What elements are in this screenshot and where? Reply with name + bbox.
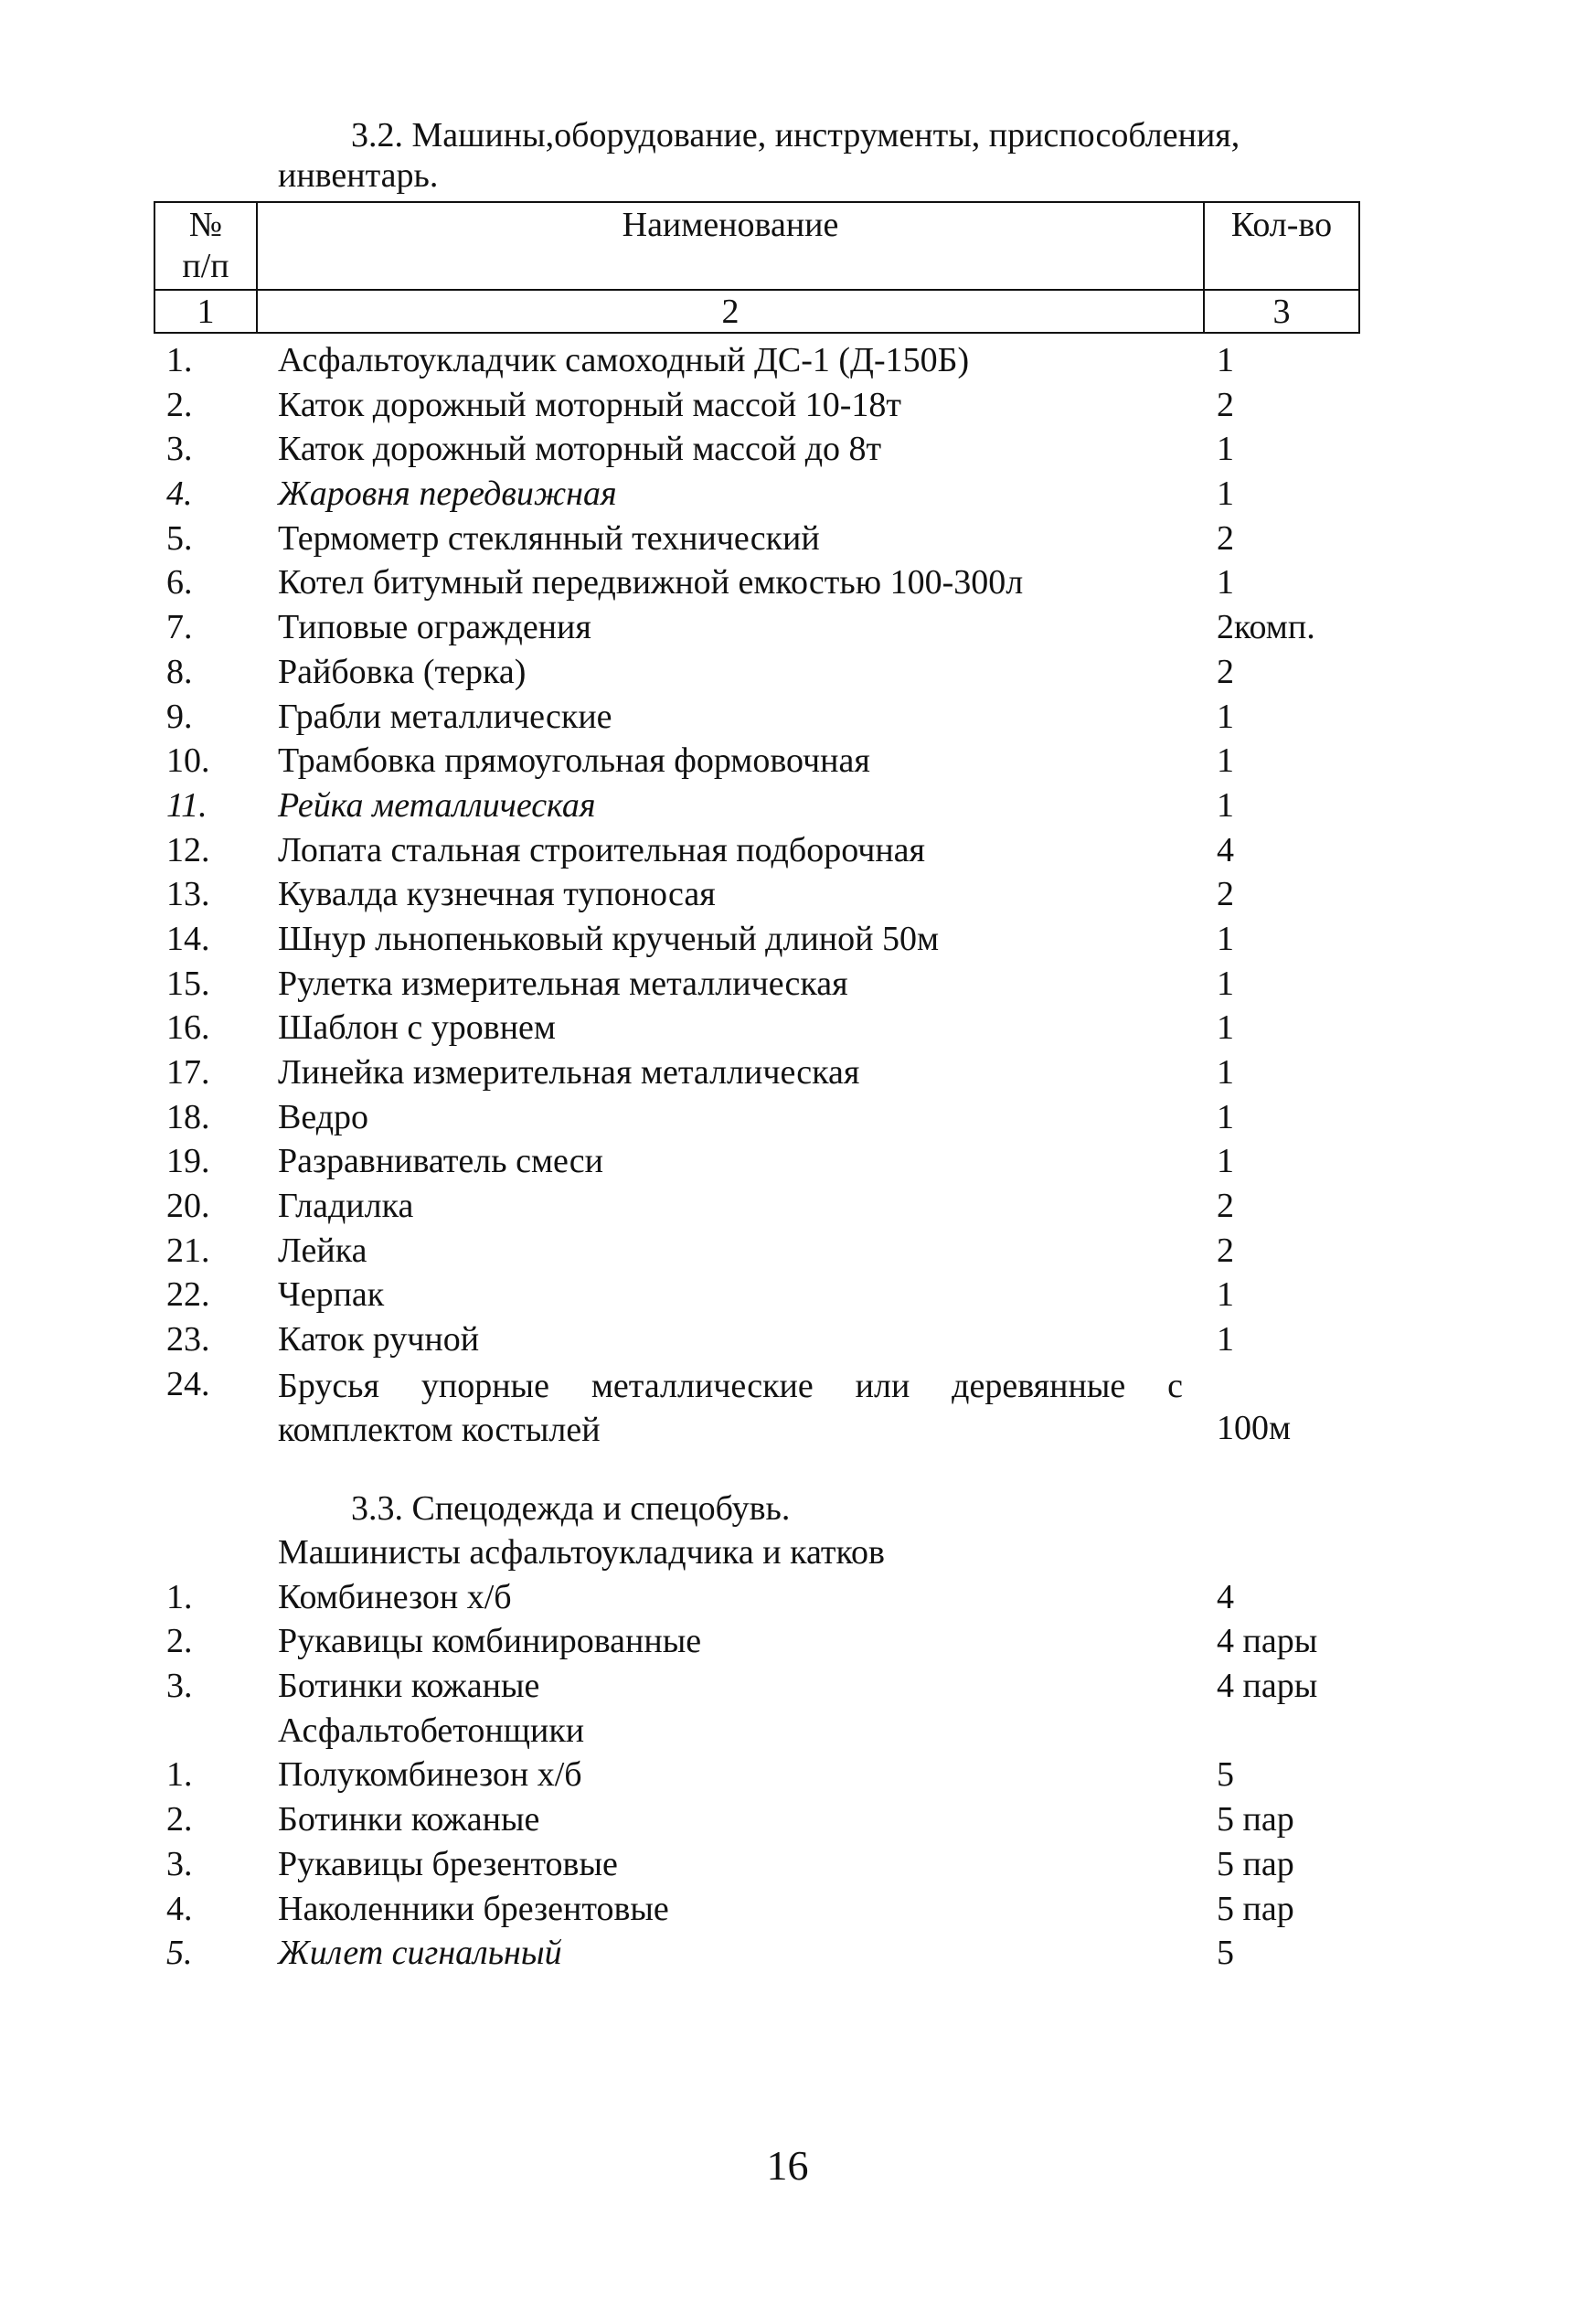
item-number: 18. <box>166 1097 210 1136</box>
item-number: 2. <box>166 1622 193 1661</box>
item-name: Термометр стеклянный технический <box>278 518 820 558</box>
list-item <box>0 1751 1575 1796</box>
item-number: 2. <box>166 385 193 424</box>
list-item <box>0 1182 1575 1227</box>
list-item <box>0 1271 1575 1316</box>
list-item <box>0 381 1575 426</box>
item-name: Ботинки кожаные <box>278 1667 540 1706</box>
item-name: Шаблон с уровнем <box>278 1008 556 1048</box>
item-quantity: 1 <box>1217 430 1234 469</box>
item-name: Каток ручной <box>278 1320 480 1359</box>
item-quantity: 1 <box>1217 1053 1234 1092</box>
item-quantity: 1 <box>1217 741 1234 781</box>
list-item <box>0 336 1575 381</box>
group-label-asphalt-workers: Асфальтобетонщики <box>278 1711 585 1750</box>
item-number: 8. <box>166 652 193 691</box>
list-item <box>0 737 1575 782</box>
list-item <box>0 1796 1575 1840</box>
item-number: 14. <box>166 919 210 958</box>
item-number: 22. <box>166 1275 210 1315</box>
col-index-2: 2 <box>257 290 1204 333</box>
list-item <box>0 559 1575 603</box>
item-quantity: 1 <box>1217 785 1234 825</box>
list-item <box>0 826 1575 871</box>
list-item <box>0 915 1575 960</box>
item-name: Ведро <box>278 1097 369 1136</box>
item-number: 23. <box>166 1320 210 1359</box>
item-name: Рукавицы брезентовые <box>278 1844 618 1883</box>
list-item <box>0 782 1575 826</box>
list-item <box>0 1049 1575 1093</box>
col-index-1: 1 <box>154 290 257 333</box>
item-name: Гладилка <box>278 1187 414 1226</box>
list-item <box>0 470 1575 515</box>
item-quantity: 4 <box>1217 1577 1234 1616</box>
list-item <box>0 1004 1575 1049</box>
item-quantity: 2 <box>1217 385 1234 424</box>
item-quantity: 1 <box>1217 697 1234 736</box>
item-name: Типовые ограждения <box>278 608 591 647</box>
clothing-list <box>0 1529 1575 1974</box>
item-quantity: 2 <box>1217 652 1234 691</box>
item-name: Грабли металлические <box>278 697 612 736</box>
list-item <box>0 1316 1575 1360</box>
item-name: Разравниватель смеси <box>278 1142 604 1181</box>
list-item <box>0 1885 1575 1930</box>
page-number: 16 <box>766 2142 809 2189</box>
group-label-machinists: Машинисты асфальтоукладчика и катков <box>278 1533 885 1572</box>
item-number: 15. <box>166 964 210 1003</box>
item-name: Лейка <box>278 1231 367 1270</box>
item-number: 11. <box>166 785 208 825</box>
item-name: Лопата стальная строительная подборочная <box>278 830 926 869</box>
item-name: Ботинки кожаные <box>278 1800 540 1839</box>
item-quantity: 2 <box>1217 518 1234 558</box>
item-quantity: 4 пары <box>1217 1667 1318 1706</box>
list-item <box>0 1617 1575 1662</box>
list-item <box>0 648 1575 693</box>
item-name: Линейка измерительная металлическая <box>278 1053 860 1092</box>
col-index-3: 3 <box>1204 290 1359 333</box>
item-quantity: 2 <box>1217 1231 1234 1270</box>
list-item <box>0 1360 1575 1449</box>
item-name: Каток дорожный моторный массой 10-18т <box>278 385 901 424</box>
item-number: 10. <box>166 741 210 781</box>
item-number: 7. <box>166 608 193 647</box>
section-32-title: 3.2. Машины,оборудование, инструменты, приспособления, <box>351 116 1240 155</box>
item-number: 3. <box>166 1667 193 1706</box>
item-name: Жаровня передвижная <box>278 474 617 514</box>
item-number: 6. <box>166 563 193 602</box>
item-number: 17. <box>166 1053 210 1092</box>
list-item <box>0 870 1575 915</box>
item-number: 20. <box>166 1187 210 1226</box>
item-quantity: 2комп. <box>1217 608 1315 647</box>
item-quantity: 1 <box>1217 474 1234 514</box>
table-header <box>154 201 1360 334</box>
item-quantity: 1 <box>1217 1320 1234 1359</box>
col-header-qty: Кол-во <box>1204 202 1359 290</box>
item-quantity: 1 <box>1217 341 1234 379</box>
item-quantity: 1 <box>1217 964 1234 1003</box>
list-item <box>0 603 1575 648</box>
item-number: 3. <box>166 1844 193 1883</box>
item-quantity: 5 пар <box>1217 1844 1294 1883</box>
item-name: Наколенники брезентовые <box>278 1889 669 1928</box>
item-name: Шнур льнопеньковый крученый длиной 50м <box>278 919 940 958</box>
item-name: Брусья упорные металлические или деревянные с комплектом костылей <box>278 1366 1183 1449</box>
item-number: 5. <box>166 1934 193 1973</box>
list-item <box>0 1573 1575 1618</box>
item-number: 1. <box>166 1755 193 1795</box>
item-number: 13. <box>166 875 210 914</box>
item-number: 4. <box>166 1889 193 1928</box>
item-name: Черпак <box>278 1275 385 1315</box>
item-number: 9. <box>166 697 193 736</box>
item-quantity: 1 <box>1217 1008 1234 1048</box>
item-quantity: 5 <box>1217 1755 1234 1795</box>
equipment-list <box>0 336 1575 1449</box>
item-name: Асфальтоукладчик самоходный ДС-1 (Д-150Б) <box>278 341 970 379</box>
item-name: Котел битумный передвижной емкостью 100-300л <box>278 563 1024 602</box>
item-number: 1. <box>166 341 193 379</box>
item-quantity: 4 пары <box>1217 1622 1318 1661</box>
list-item <box>0 515 1575 560</box>
item-quantity: 4 <box>1217 830 1234 869</box>
item-number: 1. <box>166 1577 193 1616</box>
item-name: Полукомбинезон х/б <box>278 1755 582 1795</box>
item-quantity: 5 пар <box>1217 1800 1294 1839</box>
list-item <box>0 1137 1575 1182</box>
section-32-title-continued: инвентарь. <box>278 156 439 195</box>
item-quantity: 1 <box>1217 1142 1234 1181</box>
item-name: Трамбовка прямоугольная формовочная <box>278 741 870 781</box>
machinists-items <box>0 1573 1575 1707</box>
item-quantity: 1 <box>1217 1097 1234 1136</box>
item-number: 19. <box>166 1142 210 1181</box>
list-item <box>0 425 1575 470</box>
item-quantity: 5 <box>1217 1934 1234 1973</box>
col-header-number: № п/п <box>154 202 257 290</box>
item-quantity: 1 <box>1217 563 1234 602</box>
item-number: 4. <box>166 474 193 514</box>
list-item <box>0 1929 1575 1974</box>
list-item <box>0 1662 1575 1707</box>
list-item <box>0 1840 1575 1885</box>
list-item <box>0 693 1575 738</box>
item-name: Райбовка (терка) <box>278 652 527 691</box>
item-number: 16. <box>166 1008 210 1048</box>
item-quantity: 2 <box>1217 1187 1234 1226</box>
item-quantity: 2 <box>1217 875 1234 914</box>
item-name: Рукавицы комбинированные <box>278 1622 702 1661</box>
asphalt-workers-items <box>0 1751 1575 1973</box>
item-number: 5. <box>166 518 193 558</box>
section-33-title: 3.3. Спецодежда и спецобувь. <box>351 1489 791 1528</box>
item-quantity: 1 <box>1217 919 1234 958</box>
list-item <box>0 1227 1575 1272</box>
item-name: Кувалда кузнечная тупоносая <box>278 875 716 914</box>
list-item <box>0 1093 1575 1138</box>
item-quantity: 1 <box>1217 1275 1234 1315</box>
item-quantity: 5 пар <box>1217 1889 1294 1928</box>
item-name: Жилет сигнальный <box>278 1934 562 1973</box>
item-number: 3. <box>166 430 193 469</box>
item-number: 2. <box>166 1800 193 1839</box>
item-name: Каток дорожный моторный массой до 8т <box>278 430 882 469</box>
item-name: Рулетка измерительная металлическая <box>278 964 848 1003</box>
list-item <box>0 960 1575 1005</box>
item-number: 21. <box>166 1231 210 1270</box>
item-quantity: 100м <box>1217 1408 1292 1447</box>
col-header-name: Наименование <box>257 202 1204 290</box>
item-number: 24. <box>166 1364 210 1403</box>
item-name: Комбинезон х/б <box>278 1577 512 1616</box>
item-number: 12. <box>166 830 210 869</box>
item-name: Рейка металлическая <box>278 785 596 825</box>
